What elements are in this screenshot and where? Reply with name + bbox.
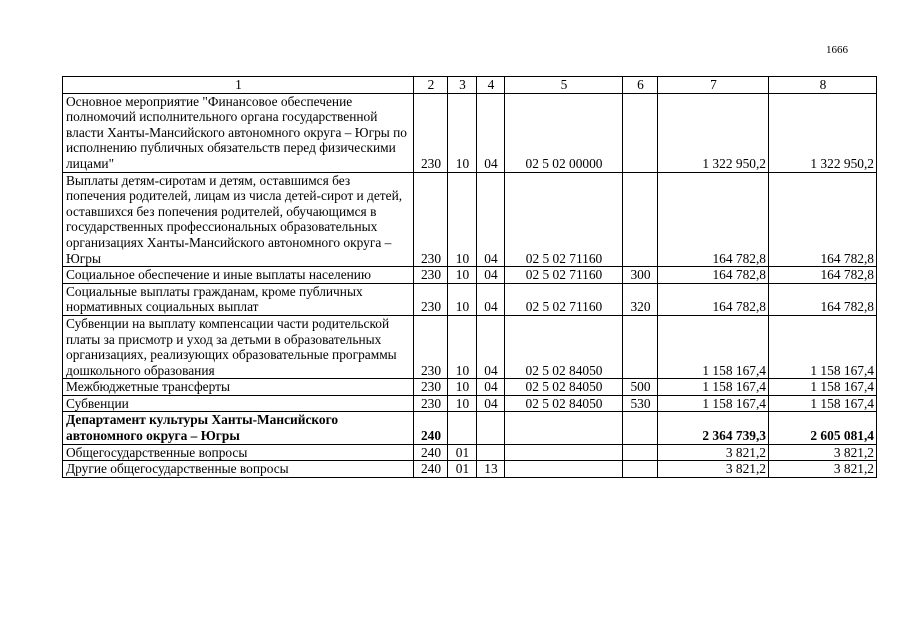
row-name-cell: Социальное обеспечение и иные выплаты населению [63,267,414,284]
row-expense-type-cell: 320 [623,283,658,315]
row-grbs-cell: 240 [414,461,448,478]
row-sum-2-cell: 3 821,2 [769,461,877,478]
row-sum-1-cell: 3 821,2 [658,461,769,478]
table-row [63,395,877,412]
row-target-article-cell: 02 5 02 84050 [505,379,623,396]
row-grbs-cell: 230 [414,93,448,172]
row-target-article-cell: 02 5 02 71160 [505,267,623,284]
row-sum-2-cell: 1 322 950,2 [769,93,877,172]
row-grbs-cell: 230 [414,283,448,315]
row-grbs-cell: 240 [414,412,448,444]
row-grbs-cell: 230 [414,379,448,396]
row-section-cell: 10 [448,172,477,267]
table-row [63,315,877,378]
table-row [63,267,877,284]
row-sum-1-cell: 164 782,8 [658,172,769,267]
table-row [63,412,877,444]
row-sum-2-cell: 2 605 081,4 [769,412,877,444]
row-section-cell: 01 [448,461,477,478]
header-col-4: 4 [477,77,505,94]
row-expense-type-cell [623,93,658,172]
row-target-article-cell: 02 5 02 84050 [505,395,623,412]
row-name-cell: Выплаты детям-сиротам и детям, оставшимся без попечения родителей, лицам из числа детей-сирот и детей, оставшихся без попечения родителей, обучающимся в государственных профессиональных образовательных организациях Ханты-Мансийского автономного округа – Югры [63,172,414,267]
row-expense-type-cell: 300 [623,267,658,284]
row-subsection-cell: 04 [477,267,505,284]
header-col-6: 6 [623,77,658,94]
header-col-5: 5 [505,77,623,94]
row-grbs-cell: 230 [414,395,448,412]
row-sum-2-cell: 1 158 167,4 [769,315,877,378]
row-expense-type-cell: 530 [623,395,658,412]
row-target-article-cell: 02 5 02 00000 [505,93,623,172]
row-name-cell: Общегосударственные вопросы [63,444,414,461]
row-subsection-cell: 04 [477,172,505,267]
row-expense-type-cell [623,461,658,478]
row-grbs-cell: 230 [414,172,448,267]
row-name-cell: Департамент культуры Ханты-Мансийского автономного округа – Югры [63,412,414,444]
row-subsection-cell: 04 [477,395,505,412]
row-sum-1-cell: 164 782,8 [658,283,769,315]
row-sum-1-cell: 1 158 167,4 [658,379,769,396]
header-col-2: 2 [414,77,448,94]
row-section-cell: 10 [448,395,477,412]
row-sum-1-cell: 1 158 167,4 [658,315,769,378]
table-row [63,379,877,396]
row-section-cell: 10 [448,379,477,396]
row-target-article-cell: 02 5 02 71160 [505,283,623,315]
row-subsection-cell: 04 [477,93,505,172]
header-col-8: 8 [769,77,877,94]
row-target-article-cell: 02 5 02 84050 [505,315,623,378]
table-row [63,93,877,172]
row-section-cell: 10 [448,93,477,172]
row-target-article-cell [505,461,623,478]
row-name-cell: Межбюджетные трансферты [63,379,414,396]
row-name-cell: Другие общегосударственные вопросы [63,461,414,478]
row-subsection-cell: 04 [477,379,505,396]
row-sum-1-cell: 1 322 950,2 [658,93,769,172]
row-expense-type-cell [623,412,658,444]
row-section-cell: 10 [448,267,477,284]
row-name-cell: Социальные выплаты гражданам, кроме публичных нормативных социальных выплат [63,283,414,315]
row-sum-1-cell: 2 364 739,3 [658,412,769,444]
row-sum-1-cell: 1 158 167,4 [658,395,769,412]
row-sum-1-cell: 3 821,2 [658,444,769,461]
row-sum-2-cell: 1 158 167,4 [769,395,877,412]
row-grbs-cell: 240 [414,444,448,461]
row-target-article-cell: 02 5 02 71160 [505,172,623,267]
budget-table [62,76,877,478]
row-sum-2-cell: 164 782,8 [769,267,877,284]
row-name-cell: Субвенции [63,395,414,412]
row-target-article-cell [505,444,623,461]
row-sum-2-cell: 164 782,8 [769,283,877,315]
row-expense-type-cell: 500 [623,379,658,396]
row-name-cell: Субвенции на выплату компенсации части родительской платы за присмотр и уход за детьми в образовательных организациях, реализующих образовательные программы дошкольного образования [63,315,414,378]
row-section-cell [448,412,477,444]
row-subsection-cell: 13 [477,461,505,478]
header-col-1: 1 [63,77,414,94]
row-section-cell: 01 [448,444,477,461]
header-col-7: 7 [658,77,769,94]
row-sum-2-cell: 164 782,8 [769,172,877,267]
row-sum-2-cell: 1 158 167,4 [769,379,877,396]
row-subsection-cell: 04 [477,283,505,315]
header-col-3: 3 [448,77,477,94]
table-header-row [63,77,877,94]
row-expense-type-cell [623,172,658,267]
row-grbs-cell: 230 [414,267,448,284]
row-expense-type-cell [623,444,658,461]
row-sum-2-cell: 3 821,2 [769,444,877,461]
table-row [63,172,877,267]
row-expense-type-cell [623,315,658,378]
row-subsection-cell [477,412,505,444]
row-subsection-cell [477,444,505,461]
row-name-cell: Основное мероприятие "Финансовое обеспечение полномочий исполнительного органа государственной власти Ханты-Мансийского автономного округа – Югры по исполнению публичных обязательств перед физическими лицами" [63,93,414,172]
row-section-cell: 10 [448,315,477,378]
row-section-cell: 10 [448,283,477,315]
row-grbs-cell: 230 [414,315,448,378]
table-row [63,461,877,478]
row-sum-1-cell: 164 782,8 [658,267,769,284]
page-number: 1666 [826,44,848,56]
row-target-article-cell [505,412,623,444]
row-subsection-cell: 04 [477,315,505,378]
table-row [63,283,877,315]
table-row [63,444,877,461]
